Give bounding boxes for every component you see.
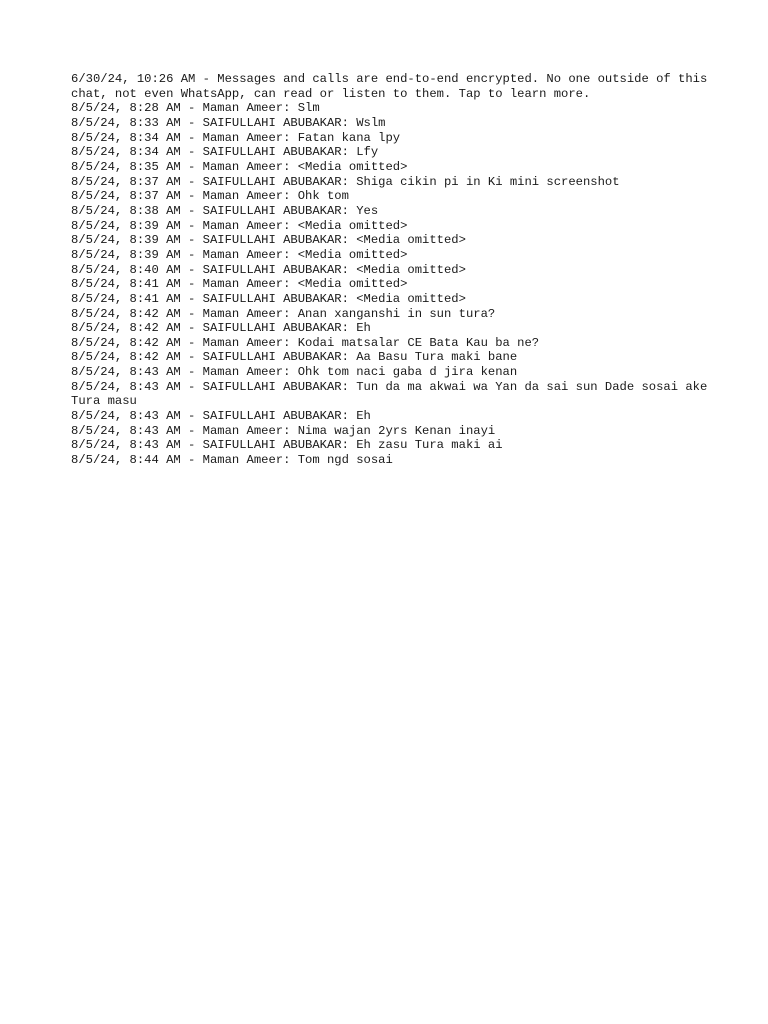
chat-message-line: 8/5/24, 8:42 AM - Maman Ameer: Kodai matsalar CE Bata Kau ba ne? — [71, 335, 540, 350]
chat-message-line: 8/5/24, 8:43 AM - Maman Ameer: Ohk tom naci gaba d jira kenan — [71, 365, 518, 380]
chat-message-line: 8/5/24, 8:43 AM - Maman Ameer: Nima wajan 2yrs Kenan inayi — [71, 423, 496, 438]
chat-message-line: 8/5/24, 8:28 AM - Maman Ameer: Slm — [71, 101, 320, 116]
chat-message-line: 8/5/24, 8:37 AM - Maman Ameer: Ohk tom — [71, 189, 349, 204]
chat-message-line: 8/5/24, 8:42 AM - Maman Ameer: Anan xanganshi in sun tura? — [71, 306, 496, 321]
chat-message-line: 8/5/24, 8:42 AM - SAIFULLAHI ABUBAKAR: Eh — [71, 321, 371, 336]
chat-message-line: 8/5/24, 8:39 AM - Maman Ameer: <Media omitted> — [71, 247, 408, 262]
chat-message-line: 8/5/24, 8:34 AM - Maman Ameer: Fatan kana lpy — [71, 130, 401, 145]
chat-message-line: 8/5/24, 8:43 AM - SAIFULLAHI ABUBAKAR: Tun da ma akwai wa Yan da sai sun Dade sosai ake Tura masu — [71, 379, 715, 409]
chat-message-line: 8/5/24, 8:35 AM - Maman Ameer: <Media omitted> — [71, 159, 408, 174]
chat-message-line: 8/5/24, 8:41 AM - SAIFULLAHI ABUBAKAR: <Media omitted> — [71, 291, 466, 306]
chat-message-line: 8/5/24, 8:43 AM - SAIFULLAHI ABUBAKAR: Eh zasu Tura maki ai — [71, 438, 503, 453]
chat-message-line: 8/5/24, 8:44 AM - Maman Ameer: Tom ngd sosai — [71, 453, 393, 468]
chat-message-line: 8/5/24, 8:41 AM - Maman Ameer: <Media omitted> — [71, 277, 408, 292]
chat-message-line: 8/5/24, 8:38 AM - SAIFULLAHI ABUBAKAR: Yes — [71, 203, 379, 218]
chat-message-line: 8/5/24, 8:37 AM - SAIFULLAHI ABUBAKAR: Shiga cikin pi in Ki mini screenshot — [71, 174, 620, 189]
chat-message-line: 8/5/24, 8:39 AM - Maman Ameer: <Media omitted> — [71, 218, 408, 233]
encryption-notice: 6/30/24, 10:26 AM - Messages and calls are end-to-end encrypted. No one outside of this chat, not even WhatsApp, can read or listen to them. Tap to learn more. — [71, 72, 715, 101]
chat-message-line: 8/5/24, 8:42 AM - SAIFULLAHI ABUBAKAR: Aa Basu Tura maki bane — [71, 350, 518, 365]
chat-message-line: 8/5/24, 8:39 AM - SAIFULLAHI ABUBAKAR: <Media omitted> — [71, 233, 466, 248]
chat-message-line: 8/5/24, 8:34 AM - SAIFULLAHI ABUBAKAR: Lfy — [71, 145, 379, 160]
chat-message-line: 8/5/24, 8:43 AM - SAIFULLAHI ABUBAKAR: Eh — [71, 409, 371, 424]
chat-message-line: 8/5/24, 8:33 AM - SAIFULLAHI ABUBAKAR: Wslm — [71, 115, 386, 130]
chat-export-page — [71, 72, 715, 468]
chat-message-line: 8/5/24, 8:40 AM - SAIFULLAHI ABUBAKAR: <Media omitted> — [71, 262, 466, 277]
